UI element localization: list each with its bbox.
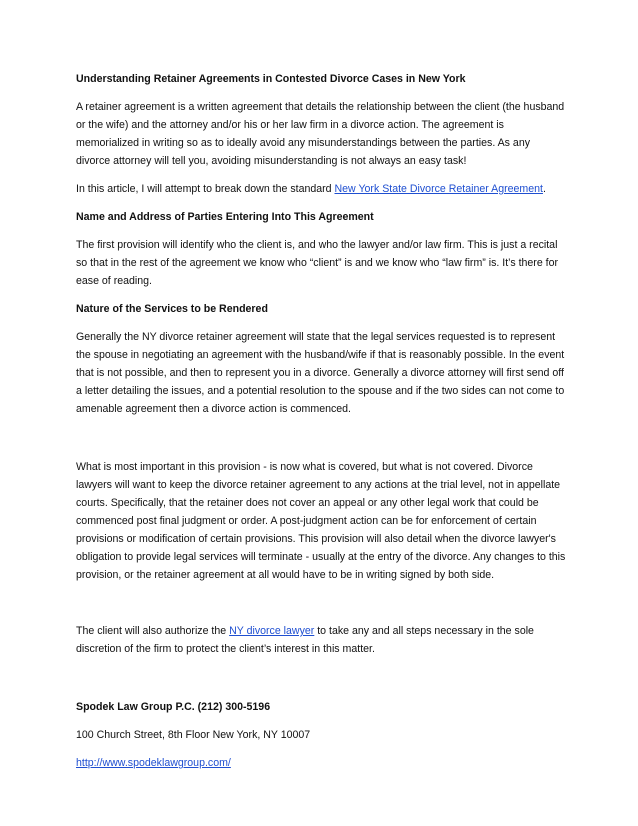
firm-address: 100 Church Street, 8th Floor New York, NY 10007: [76, 729, 311, 741]
section-heading-services: Nature of the Services to be Rendered: [76, 303, 268, 315]
services-paragraph-2: What is most important in this provision - is now what is covered, but what is not covered. Divorce lawyers will want to keep the divorce retainer agreement to any actions at the trial level, not in appellate courts. Specifically, that the retainer does not cover an appeal or any other legal work that could be commenced post final judgment or order. A post-judgment action can be for enforcement of certain provisions or modification of certain provisions. This provision will also detail when the divorce lawyer's obligation to provide legal services will terminate - usually at the entry of the divorce. Any changes to this provision, or the retainer agreement at all would have to be in writing signed by both side.: [76, 461, 566, 581]
blank-space: [76, 668, 566, 698]
document-page: [76, 70, 566, 782]
article-intro-text: In this article, I will attempt to break down the standard: [76, 183, 335, 195]
authorize-paragraph: [76, 622, 566, 658]
section-heading-parties: Name and Address of Parties Entering Into This Agreement: [76, 211, 374, 223]
firm-website-link[interactable]: http://www.spodeklawgroup.com/: [76, 757, 231, 769]
blank-space: [76, 594, 566, 622]
article-intro-paragraph: [76, 180, 566, 198]
retainer-agreement-link[interactable]: New York State Divorce Retainer Agreement: [334, 183, 543, 195]
authorize-suffix: to take any and all steps necessary in the sole discretion of the firm to protect the client’s interest in this matter.: [76, 625, 534, 655]
firm-name-phone: Spodek Law Group P.C. (212) 300-5196: [76, 701, 271, 713]
blank-space: [76, 428, 566, 458]
firm-website-paragraph: [76, 754, 566, 772]
services-paragraph-1: Generally the NY divorce retainer agreement will state that the legal services requested is to represent the spouse in negotiating an agreement with the husband/wife if that is reasonably possible. In the event that is not possible, and then to represent you in a divorce. Generally a divorce attorney will first send off a letter detailing the issues, and a potential resolution to the spouse and if the two sides can not come to amenable agreement then a divorce action is commenced.: [76, 331, 565, 415]
ny-divorce-lawyer-link[interactable]: NY divorce lawyer: [229, 625, 315, 637]
article-intro-suffix: .: [542, 183, 546, 195]
parties-paragraph: The first provision will identify who the client is, and who the lawyer and/or law firm. This is just a recital so that in the rest of the agreement we know who “client” is and we know who “law firm” is. It’s there for ease of reading.: [76, 239, 559, 287]
document-title: Understanding Retainer Agreements in Contested Divorce Cases in New York: [76, 73, 466, 85]
intro-paragraph: A retainer agreement is a written agreement that details the relationship between the client (the husband or the wife) and the attorney and/or his or her law firm in a divorce action. The agreement is memorialized in writing so as to ideally avoid any misunderstandings between the parties. As any divorce attorney will tell you, avoiding misunderstanding is not always an easy task!: [76, 101, 565, 167]
authorize-text: The client will also authorize the: [76, 625, 230, 637]
